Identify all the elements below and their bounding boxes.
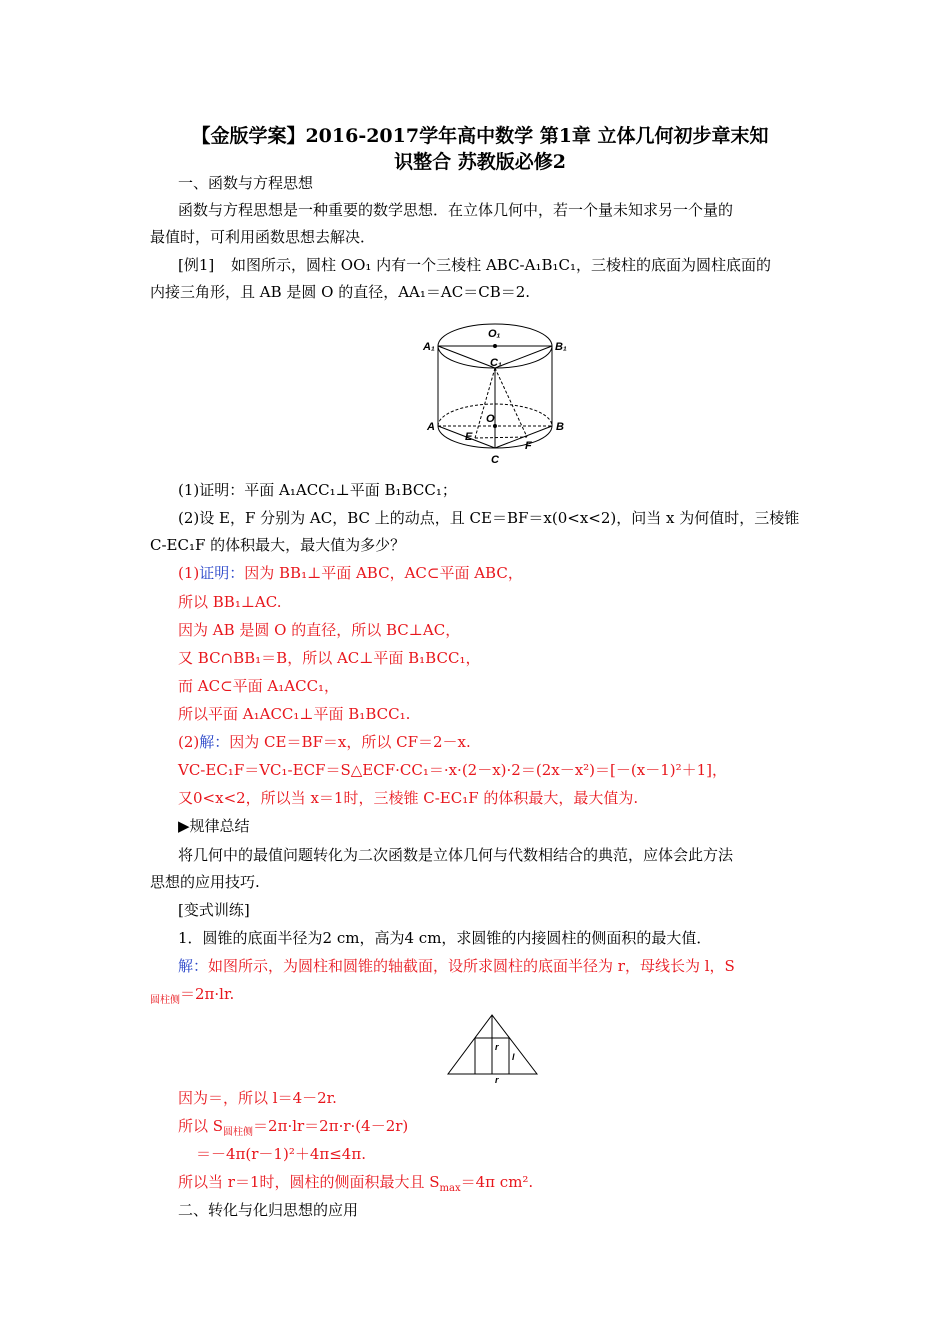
proof1-l1: 因为 BB₁⊥平面 ABC，AC⊂平面 ABC，	[244, 564, 523, 582]
example1-q2-1: (2)设 E，F 分别为 AC，BC 上的动点，且 CE＝BF＝x(0<x<2)，问当 x 为何值时，三棱锥	[178, 509, 800, 527]
example1-tag: [例1]	[178, 256, 215, 274]
variant-sol-l1: 如图所示，为圆柱和圆锥的轴截面，设所求圆柱的底面半径为 r，母线长为 l，S	[208, 957, 735, 975]
proof1-label-pre: (1)	[178, 564, 200, 582]
fig-label-r-top: r	[495, 1042, 499, 1052]
summary-heading: ▶规律总结	[178, 817, 250, 835]
proof1-line1	[178, 563, 523, 583]
variant-s2: ＝2π·lr＝2π·r·(4－2r)	[253, 1117, 409, 1135]
label-a1: A₁	[423, 341, 435, 353]
doc-title-line1: 【金版学案】2016-2017学年高中数学 第1章 立体几何初步章末知	[191, 125, 769, 147]
doc-title-line2: 识整合 苏教版必修2	[394, 151, 566, 173]
label-o: O	[486, 413, 495, 425]
label-c1: C₁	[490, 357, 502, 369]
sol2-label-pre: (2)	[178, 733, 200, 751]
variant-s4-line	[178, 1172, 533, 1199]
variant-s4-pre: 所以当 r＝1时，圆柱的侧面积最大且 S	[178, 1173, 440, 1191]
label-o1: O₁	[488, 328, 501, 340]
proof1-l5: 而 AC⊂平面 A₁ACC₁，	[178, 677, 340, 695]
edge-ef	[475, 437, 527, 438]
proof1-l2: 所以 BB₁⊥AC.	[178, 593, 282, 611]
example1-stmt-2: 内接三角形，且 AB 是圆 O 的直径，AA₁＝AC＝CB＝2.	[150, 283, 531, 301]
variant-s2-pre: 所以 S	[178, 1117, 224, 1135]
label-a: A	[427, 421, 435, 433]
fig-label-r-bottom: r	[495, 1075, 499, 1085]
variant-s2-line	[178, 1116, 408, 1143]
variant-heading: [变式训练]	[178, 901, 250, 919]
variant-sol-kw: 解：	[178, 957, 209, 975]
variant-s4: ＝4π cm².	[460, 1173, 534, 1191]
label-b1: B₁	[555, 341, 567, 353]
label-c: C	[491, 454, 499, 466]
example1-q2-2: C-EC₁F 的体积最大，最大值为多少？	[150, 536, 406, 554]
proof1-l4: 又 BC∩BB₁＝B，所以 AC⊥平面 B₁BCC₁，	[178, 649, 481, 667]
variant-s3: ＝－4π(r－1)²＋4π≤4π.	[196, 1145, 366, 1163]
fig-label-l: l	[512, 1052, 515, 1062]
section1-intro-1: 函数与方程思想是一种重要的数学思想．在立体几何中，若一个量未知求另一个量的	[178, 201, 734, 219]
cone-cross-section-figure	[445, 1010, 540, 1085]
variant-s4-sub: max	[439, 1183, 461, 1194]
sol2-l1: 因为 CE＝BF＝x，所以 CF＝2－x.	[229, 733, 471, 751]
cylinder-prism-figure	[415, 310, 565, 480]
variant-sol-l2-sub: 圆柱侧	[150, 995, 180, 1006]
example1-stmt-1: 如图所示，圆柱 OO₁ 内有一个三棱柱 ABC-A₁B₁C₁，三棱柱的底面为圆柱底面的	[231, 256, 771, 274]
edge-c1f	[495, 368, 527, 437]
edge-c1e	[475, 368, 495, 438]
proof1-label-kw: 证明：	[199, 564, 245, 582]
proof1-l6: 所以平面 A₁ACC₁⊥平面 B₁BCC₁.	[178, 705, 411, 723]
variant-sol-line1	[178, 956, 735, 976]
variant-q1: 1．圆锥的底面半径为2 cm，高为4 cm，求圆锥的内接圆柱的侧面积的最大值．	[178, 929, 712, 947]
proof1-l3: 因为 AB 是圆 O 的直径，所以 BC⊥AC，	[178, 621, 461, 639]
section1-heading: 一、函数与方程思想	[178, 174, 314, 192]
point-o1	[493, 344, 497, 348]
example1-q1: (1)证明：平面 A₁ACC₁⊥平面 B₁BCC₁；	[178, 481, 457, 499]
label-e: E	[465, 431, 473, 443]
label-b: B	[556, 421, 564, 433]
sol2-label-kw: 解：	[199, 733, 230, 751]
sol2-l3: 又0<x<2，所以当 x＝1时，三棱锥 C-EC₁F 的体积最大，最大值为.	[178, 789, 639, 807]
sol2-line1	[178, 732, 471, 752]
variant-sol-line2	[150, 984, 234, 1011]
summary-l2: 思想的应用技巧.	[150, 873, 260, 891]
section2-heading: 二、转化与化归思想的应用	[178, 1201, 359, 1219]
label-f: F	[525, 440, 532, 452]
section1-intro-2: 最值时，可利用函数思想去解决．	[150, 228, 376, 246]
variant-s1: 因为＝，所以 l＝4－2r.	[178, 1089, 337, 1107]
sol2-l2: VC-EC₁F＝VC₁-ECF＝S△ECF·CC₁＝·x·(2－x)·2＝(2x－x²)＝[－(x－1)²＋1]，	[178, 761, 727, 779]
summary-l1: 将几何中的最值问题转化为二次函数是立体几何与代数相结合的典范，应体会此方法	[178, 846, 734, 864]
variant-sol-l2: ＝2π·lr.	[180, 985, 235, 1003]
example1-line1	[178, 255, 771, 275]
variant-s2-sub: 圆柱侧	[223, 1127, 254, 1138]
